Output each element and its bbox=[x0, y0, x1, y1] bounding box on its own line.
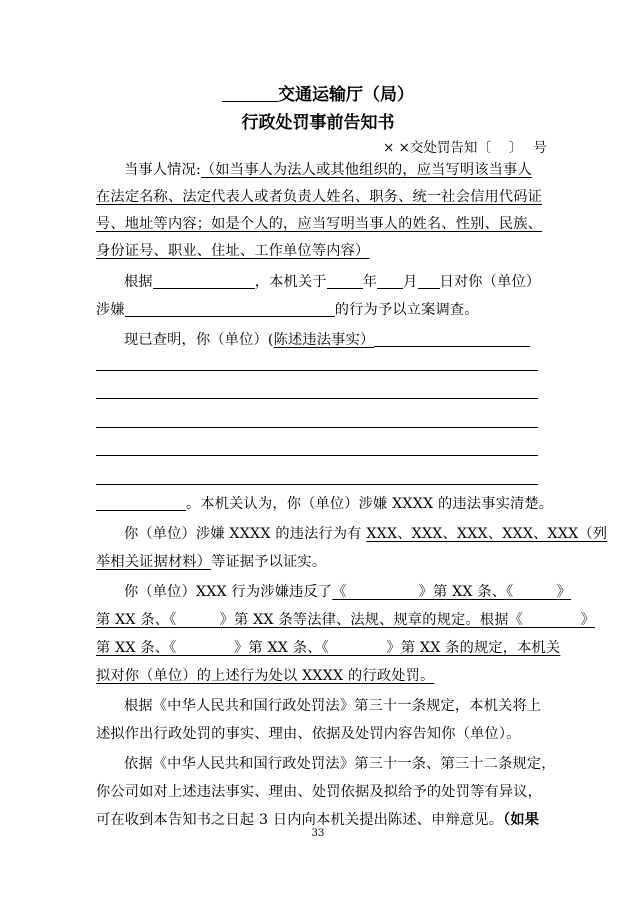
notice-line-1: 根据《中华人民共和国行政处罚法》第三十一条规定，本机关将上 bbox=[124, 698, 542, 714]
violation-line-4: 拟对你（单位）的上述行为处以 XXXX 的行政处罚。 bbox=[96, 668, 435, 684]
conclusion-line: 。本机关认为，你（单位）涉嫌 XXXX 的违法事实清楚。 bbox=[96, 494, 553, 514]
issuing-department: 交通运输厅（局） bbox=[0, 80, 636, 105]
party-line-2: 在法定名称、法定代表人或者负责人姓名、职务、统一社会信用代码证 bbox=[96, 189, 543, 205]
page-number: 33 bbox=[311, 828, 325, 839]
party-line-3: 号、地址等内容；如是个人的，应当写明当事人的姓名、性别、民族、 bbox=[96, 216, 543, 232]
basis-line-2: 涉嫌 的行为予以立案调查。 bbox=[96, 302, 479, 318]
document-title: 行政处罚事前告知书 bbox=[241, 113, 395, 133]
party-instruction-1: （如当事人为法人或其他组织的，应当写明该当事人 bbox=[200, 162, 532, 178]
party-label: 当事人情况: bbox=[124, 162, 201, 178]
violation-line-1: 你（单位）XXX 行为涉嫌违反了《 》第 XX 条、《 》 bbox=[124, 584, 571, 600]
facts-line: 现已查明，你（单位）(陈述违法事实） bbox=[124, 330, 530, 350]
document-number: × ×交处罚告知〔 〕 号 bbox=[383, 140, 547, 156]
rights-line-2: 你公司如对上述违法事实、理由、处罚依据及拟给予的处罚等有异议， bbox=[96, 784, 543, 800]
party-line-4: 身份证号、职业、住址、工作单位等内容） bbox=[96, 243, 370, 259]
evidence-line-2: 举相关证据材料）等证据予以证实。 bbox=[96, 554, 327, 570]
basis-line-1: 根据 ，本机关于 年 月 日对你（单位） bbox=[124, 274, 541, 290]
blank-line-4 bbox=[96, 455, 538, 456]
evidence-line-1: 你（单位）涉嫌 XXXX 的违法行为有 XXX、XXX、XXX、XXX、XXX（列 bbox=[124, 526, 608, 542]
rights-line-1: 依据《中华人民共和国行政处罚法》第三十一条、第三十二条规定， bbox=[124, 756, 556, 772]
blank-line-1 bbox=[96, 370, 538, 371]
blank-line-5 bbox=[96, 484, 538, 485]
department-blank bbox=[222, 86, 278, 102]
violation-line-2: 第 XX 条、《 》第 XX 条等法律、法规、规章的规定。根据《 》 bbox=[96, 612, 595, 628]
violation-line-3: 第 XX 条、《 》第 XX 条、《 》第 XX 条的规定，本机关 bbox=[96, 640, 561, 656]
rights-line-3: 可在收到本告知书之日起 3 日内向本机关提出陈述、申辩意见。（如果 bbox=[96, 812, 540, 828]
blank-line-2 bbox=[96, 398, 538, 399]
blank-line-3 bbox=[96, 427, 538, 428]
party-line-1 bbox=[124, 160, 532, 180]
notice-line-2: 述拟作出行政处罚的事实、理由、依据及处罚内容告知你（单位）。 bbox=[96, 726, 521, 742]
